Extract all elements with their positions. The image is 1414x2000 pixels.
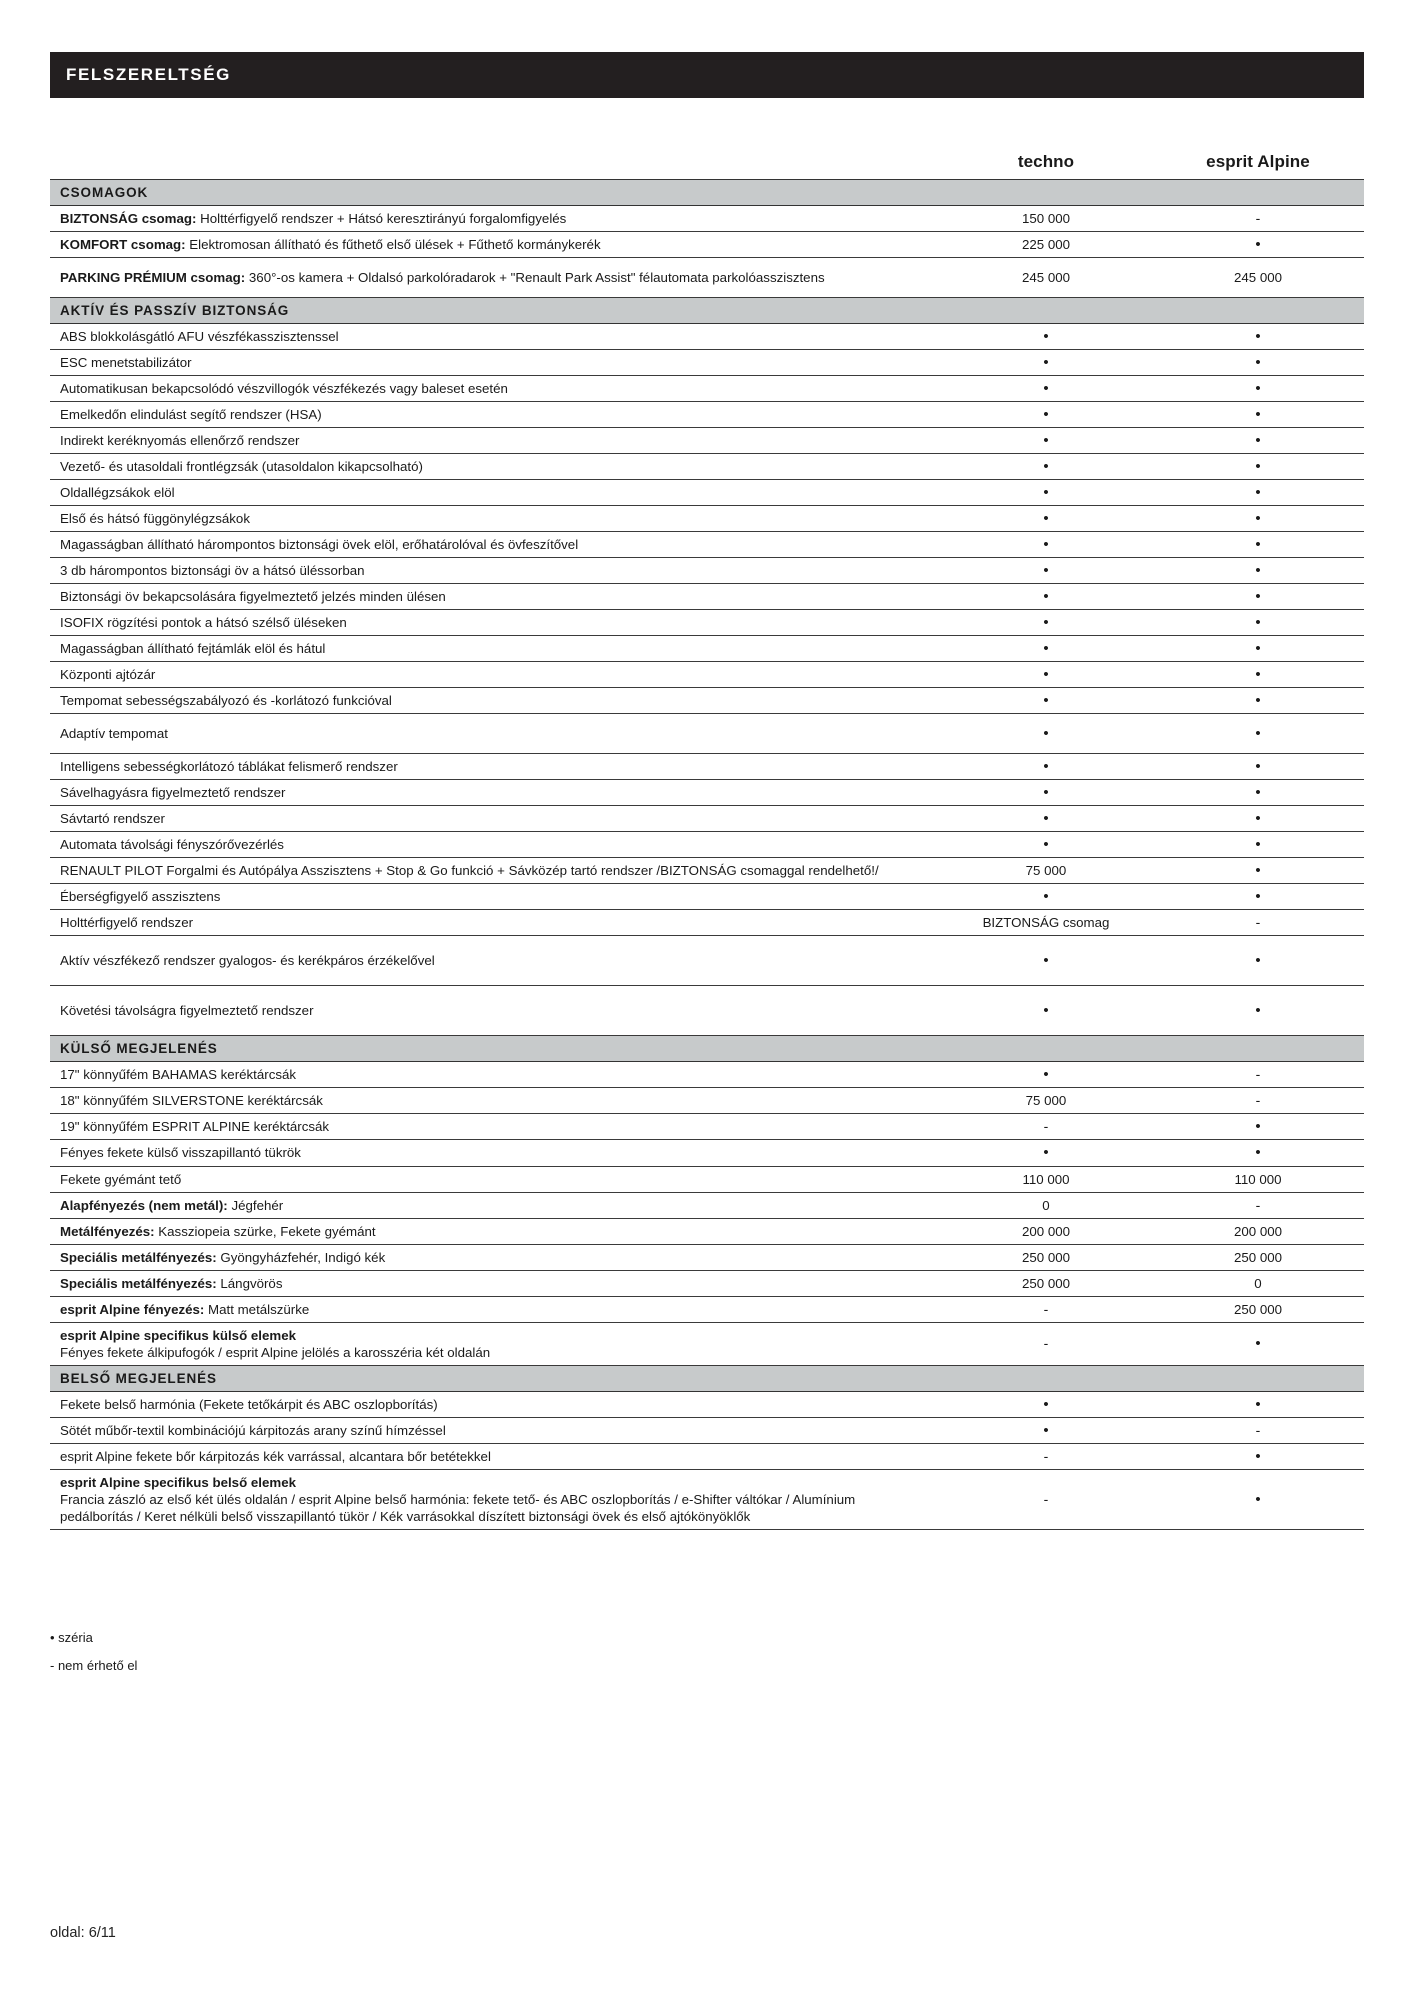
value-esprit-alpine: - (1152, 1192, 1364, 1218)
value-esprit-alpine: • (1152, 532, 1364, 558)
value-esprit-alpine: • (1152, 754, 1364, 780)
value-techno: • (940, 884, 1152, 910)
feature-label: esprit Alpine fényezés: Matt metálszürke (50, 1296, 940, 1322)
value-techno: • (940, 532, 1152, 558)
legend-text: nem érhető el (57, 1658, 138, 1673)
feature-label: KOMFORT csomag: Elektromosan állítható és fűthető első ülések + Fűthető kormánykerék (50, 232, 940, 258)
value-esprit-alpine: • (1152, 1114, 1364, 1140)
value-esprit-alpine: • (1152, 884, 1364, 910)
feature-label: 3 db hárompontos biztonsági öv a hátsó üléssorban (50, 558, 940, 584)
feature-label: Automatikusan bekapcsolódó vészvillogók vészfékezés vagy baleset esetén (50, 376, 940, 402)
table-row (50, 780, 1364, 806)
value-esprit-alpine: • (1152, 1443, 1364, 1469)
value-esprit-alpine: - (1152, 1417, 1364, 1443)
feature-label: Első és hátsó függönylégzsákok (50, 506, 940, 532)
column-header-label (50, 152, 940, 180)
page-title: FELSZERELTSÉG (66, 65, 231, 84)
section-header-label: AKTÍV ÉS PASSZÍV BIZTONSÁG (50, 298, 1364, 324)
feature-label: RENAULT PILOT Forgalmi és Autópálya Asszisztens + Stop & Go funkció + Sávközép tartó rendszer /BIZTONSÁG csomaggal rendelhető!/ (50, 858, 940, 884)
feature-label: Sötét műbőr-textil kombinációjú kárpitozás arany színű hímzéssel (50, 1417, 940, 1443)
value-techno: • (940, 480, 1152, 506)
value-esprit-alpine: • (1152, 936, 1364, 986)
table-row (50, 206, 1364, 232)
feature-label: Követési távolságra figyelmeztető rendszer (50, 986, 940, 1036)
section-header-row (50, 180, 1364, 206)
value-techno: • (940, 662, 1152, 688)
feature-label: Vezető- és utasoldali frontlégzsák (utasoldalon kikapcsolható) (50, 454, 940, 480)
value-esprit-alpine: - (1152, 206, 1364, 232)
table-row (50, 936, 1364, 986)
table-row (50, 232, 1364, 258)
value-techno: - (940, 1469, 1152, 1529)
table-row (50, 558, 1364, 584)
table-row (50, 1443, 1364, 1469)
value-esprit-alpine: 250 000 (1152, 1296, 1364, 1322)
feature-label: Alapfényezés (nem metál): Jégfehér (50, 1192, 940, 1218)
feature-label: Oldallégzsákok elöl (50, 480, 940, 506)
value-esprit-alpine: • (1152, 806, 1364, 832)
value-techno: 200 000 (940, 1218, 1152, 1244)
value-esprit-alpine: • (1152, 832, 1364, 858)
value-techno: • (940, 780, 1152, 806)
value-esprit-alpine: 245 000 (1152, 258, 1364, 298)
table-row (50, 350, 1364, 376)
value-esprit-alpine: 0 (1152, 1270, 1364, 1296)
section-header-row (50, 298, 1364, 324)
table-row (50, 806, 1364, 832)
feature-label: Tempomat sebességszabályozó és -korlátozó funkcióval (50, 688, 940, 714)
value-esprit-alpine: • (1152, 454, 1364, 480)
legend-symbol: - (50, 1658, 58, 1673)
value-techno: • (940, 324, 1152, 350)
feature-label: 19" könnyűfém ESPRIT ALPINE keréktárcsák (50, 1114, 940, 1140)
table-row (50, 506, 1364, 532)
value-esprit-alpine: • (1152, 636, 1364, 662)
value-esprit-alpine: 250 000 (1152, 1244, 1364, 1270)
value-techno: • (940, 506, 1152, 532)
feature-label: esprit Alpine fekete bőr kárpitozás kék varrással, alcantara bőr betétekkel (50, 1443, 940, 1469)
table-row (50, 1166, 1364, 1192)
table-row (50, 428, 1364, 454)
value-techno: 150 000 (940, 206, 1152, 232)
value-techno: • (940, 688, 1152, 714)
feature-label: Speciális metálfényezés: Lángvörös (50, 1270, 940, 1296)
value-techno: • (940, 610, 1152, 636)
value-esprit-alpine: • (1152, 506, 1364, 532)
table-row (50, 376, 1364, 402)
table-row (50, 1296, 1364, 1322)
value-techno: • (940, 806, 1152, 832)
feature-label: Sávtartó rendszer (50, 806, 940, 832)
feature-label: Központi ajtózár (50, 662, 940, 688)
feature-label: Fekete gyémánt tető (50, 1166, 940, 1192)
feature-label: ISOFIX rögzítési pontok a hátsó szélső üléseken (50, 610, 940, 636)
value-esprit-alpine: • (1152, 714, 1364, 754)
table-row (50, 1218, 1364, 1244)
table-row (50, 324, 1364, 350)
table-row (50, 1417, 1364, 1443)
value-esprit-alpine: • (1152, 1140, 1364, 1166)
table-row (50, 532, 1364, 558)
value-techno: • (940, 986, 1152, 1036)
feature-label-bold: Alapfényezés (nem metál): (60, 1197, 228, 1213)
section-title-bar (50, 52, 1364, 98)
equipment-table-container (50, 152, 1364, 1530)
table-row (50, 1244, 1364, 1270)
feature-label: Emelkedőn elindulást segítő rendszer (HSA) (50, 402, 940, 428)
feature-label: ABS blokkolásgátló AFU vészfékasszisztenssel (50, 324, 940, 350)
value-esprit-alpine: 110 000 (1152, 1166, 1364, 1192)
table-row (50, 1322, 1364, 1365)
feature-label-bold: PARKING PRÉMIUM csomag: (60, 270, 246, 286)
value-esprit-alpine: • (1152, 1322, 1364, 1365)
table-row (50, 584, 1364, 610)
value-techno: 245 000 (940, 258, 1152, 298)
table-row (50, 1391, 1364, 1417)
value-esprit-alpine: - (1152, 910, 1364, 936)
value-esprit-alpine: • (1152, 986, 1364, 1036)
feature-label-bold: Metálfényezés: (60, 1223, 155, 1239)
value-techno: • (940, 376, 1152, 402)
feature-label: Adaptív tempomat (50, 714, 940, 754)
value-techno: 250 000 (940, 1244, 1152, 1270)
table-row (50, 662, 1364, 688)
value-esprit-alpine: • (1152, 584, 1364, 610)
feature-label-bold: KOMFORT csomag: (60, 237, 186, 253)
feature-label: ESC menetstabilizátor (50, 350, 940, 376)
table-row (50, 636, 1364, 662)
value-esprit-alpine: • (1152, 350, 1364, 376)
column-header-techno: techno (1017, 152, 1075, 171)
table-row (50, 910, 1364, 936)
table-header-row (50, 152, 1364, 180)
table-row (50, 884, 1364, 910)
value-techno: 250 000 (940, 1270, 1152, 1296)
value-esprit-alpine: • (1152, 480, 1364, 506)
feature-label-bold: BIZTONSÁG csomag: (60, 211, 197, 226)
feature-label: PARKING PRÉMIUM csomag: 360°-os kamera + Oldalsó parkolóradarok + "Renault Park Assist" félautomata parkolóasszisztens (50, 258, 940, 298)
value-esprit-alpine: • (1152, 1391, 1364, 1417)
table-row (50, 258, 1364, 298)
table-row (50, 986, 1364, 1036)
section-header-label: CSOMAGOK (50, 180, 1364, 206)
feature-label: 18" könnyűfém SILVERSTONE keréktárcsák (50, 1088, 940, 1114)
table-row (50, 832, 1364, 858)
legend-symbol: • (50, 1630, 59, 1645)
value-esprit-alpine: • (1152, 780, 1364, 806)
table-row (50, 1114, 1364, 1140)
section-header-row (50, 1036, 1364, 1062)
value-esprit-alpine: • (1152, 402, 1364, 428)
legend (50, 1630, 137, 1686)
legend-item (50, 1658, 137, 1673)
feature-label: Fényes fekete külső visszapillantó tükrök (50, 1140, 940, 1166)
value-esprit-alpine: • (1152, 428, 1364, 454)
table-row (50, 1140, 1364, 1166)
feature-label: BIZTONSÁG csomag: Holttérfigyelő rendszer + Hátsó keresztirányú forgalomfigyelés (50, 206, 940, 232)
value-esprit-alpine: • (1152, 376, 1364, 402)
value-techno: • (940, 754, 1152, 780)
value-techno: • (940, 1391, 1152, 1417)
feature-label: Biztonsági öv bekapcsolására figyelmeztető jelzés minden ülésen (50, 584, 940, 610)
column-header-esprit-alpine: esprit Alpine (1206, 152, 1310, 171)
value-esprit-alpine: - (1152, 1088, 1364, 1114)
feature-label-bold: Speciális metálfényezés: (60, 1249, 217, 1265)
table-row (50, 402, 1364, 428)
value-esprit-alpine: • (1152, 558, 1364, 584)
table-row (50, 454, 1364, 480)
value-techno: 75 000 (940, 858, 1152, 884)
value-techno: • (940, 832, 1152, 858)
section-header-row (50, 1365, 1364, 1391)
value-techno: • (940, 636, 1152, 662)
value-techno: • (940, 1062, 1152, 1088)
value-techno: • (940, 428, 1152, 454)
value-techno: • (940, 1417, 1152, 1443)
feature-label: Indirekt keréknyomás ellenőrző rendszer (50, 428, 940, 454)
feature-label: Automata távolsági fényszórővezérlés (50, 832, 940, 858)
table-row (50, 1469, 1364, 1529)
value-techno: 75 000 (940, 1088, 1152, 1114)
feature-label: Speciális metálfényezés: Gyöngyházfehér, Indigó kék (50, 1244, 940, 1270)
feature-label: Magasságban állítható fejtámlák elöl és hátul (50, 636, 940, 662)
value-techno: 225 000 (940, 232, 1152, 258)
feature-label-bold: esprit Alpine specifikus belső elemek (60, 1474, 296, 1490)
value-techno: • (940, 1140, 1152, 1166)
value-techno: • (940, 714, 1152, 754)
value-techno: • (940, 584, 1152, 610)
feature-label: esprit Alpine specifikus belső elemek Francia zászló az első két ülés oldalán / esprit Alpine belső harmónia: fekete tető- és ABC oszlopborítás / e-Shifter váltókar / Alumínium pedálborítás / Keret nélküli belső visszapillantó tükör / Kék varrásokkal díszített biztonsági övek és első ajtókönyöklők (50, 1469, 940, 1529)
value-esprit-alpine: • (1152, 610, 1364, 636)
value-esprit-alpine: • (1152, 858, 1364, 884)
value-techno: - (940, 1296, 1152, 1322)
value-esprit-alpine: - (1152, 1062, 1364, 1088)
value-techno: • (940, 558, 1152, 584)
value-esprit-alpine: 200 000 (1152, 1218, 1364, 1244)
legend-item (50, 1630, 137, 1645)
section-header-label: KÜLSŐ MEGJELENÉS (50, 1036, 1364, 1062)
legend-text: széria (58, 1630, 93, 1645)
value-techno: • (940, 350, 1152, 376)
value-techno: • (940, 936, 1152, 986)
value-techno: • (940, 454, 1152, 480)
value-esprit-alpine: • (1152, 324, 1364, 350)
feature-label-bold: Speciális metálfényezés: (60, 1275, 217, 1291)
value-techno: 110 000 (940, 1166, 1152, 1192)
table-row (50, 1088, 1364, 1114)
table-row (50, 714, 1364, 754)
value-techno: • (940, 402, 1152, 428)
feature-label: Magasságban állítható hárompontos biztonsági övek elöl, erőhatárolóval és övfeszítővel (50, 532, 940, 558)
table-row (50, 1062, 1364, 1088)
feature-label: Aktív vészfékező rendszer gyalogos- és kerékpáros érzékelővel (50, 936, 940, 986)
feature-label: esprit Alpine specifikus külső elemek Fényes fekete álkipufogók / esprit Alpine jelölés a karosszéria két oldalán (50, 1322, 940, 1365)
equipment-table (50, 152, 1364, 1530)
feature-label: Intelligens sebességkorlátozó táblákat felismerő rendszer (50, 754, 940, 780)
section-header-label: BELSŐ MEGJELENÉS (50, 1365, 1364, 1391)
page-footer: oldal: 6/11 (50, 1925, 116, 1941)
table-row (50, 480, 1364, 506)
table-body (50, 180, 1364, 1530)
value-esprit-alpine: • (1152, 232, 1364, 258)
feature-label: Metálfényezés: Kassziopeia szürke, Fekete gyémánt (50, 1218, 940, 1244)
feature-label: Sávelhagyásra figyelmeztető rendszer (50, 780, 940, 806)
feature-label: Éberségfigyelő asszisztens (50, 884, 940, 910)
value-esprit-alpine: • (1152, 662, 1364, 688)
feature-label: Holttérfigyelő rendszer (50, 910, 940, 936)
value-esprit-alpine: • (1152, 688, 1364, 714)
value-techno: - (940, 1322, 1152, 1365)
feature-label-bold: esprit Alpine specifikus külső elemek (60, 1327, 296, 1343)
value-techno: BIZTONSÁG csomag (940, 910, 1152, 936)
table-row (50, 1270, 1364, 1296)
feature-label-bold: esprit Alpine fényezés: (60, 1301, 205, 1317)
table-row (50, 610, 1364, 636)
value-techno: - (940, 1114, 1152, 1140)
value-techno: - (940, 1443, 1152, 1469)
table-row (50, 754, 1364, 780)
table-row (50, 858, 1364, 884)
feature-label: Fekete belső harmónia (Fekete tetőkárpit és ABC oszlopborítás) (50, 1391, 940, 1417)
table-row (50, 688, 1364, 714)
feature-label: 17" könnyűfém BAHAMAS keréktárcsák (50, 1062, 940, 1088)
table-row (50, 1192, 1364, 1218)
value-esprit-alpine: • (1152, 1469, 1364, 1529)
value-techno: 0 (940, 1192, 1152, 1218)
